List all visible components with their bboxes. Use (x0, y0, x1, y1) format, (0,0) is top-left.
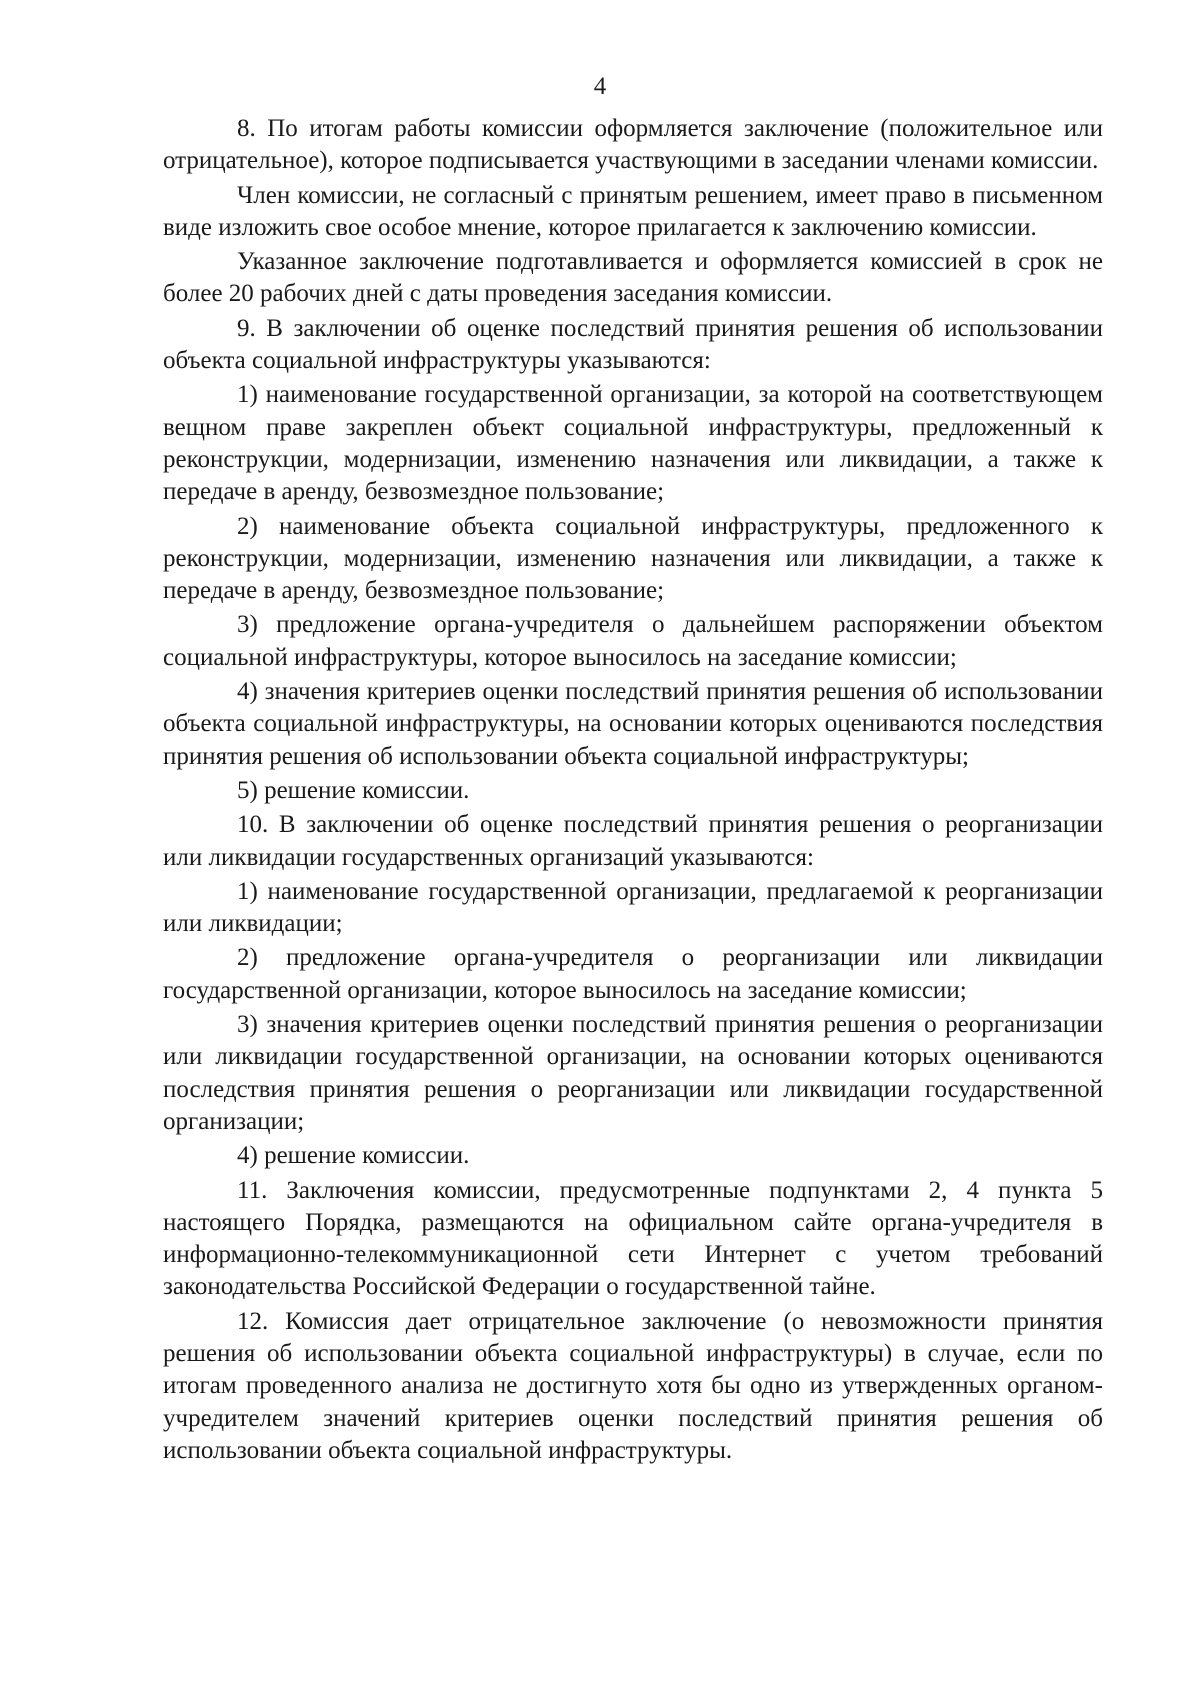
paragraph-10-item-4: 4) решение комиссии. (237, 1142, 470, 1170)
paragraph-8-dissent: Член комиссии, не согласный с принятым решением, имеет право в письменном виде изложить свое особое мнение, которое прилагается к заключению комиссии. (163, 181, 1103, 241)
paragraph-9-item-5: 5) решение комиссии. (237, 776, 470, 804)
paragraph-11: 11. Заключения комиссии, предусмотренные подпунктами 2, 4 пункта 5 настоящего Порядка, размещаются на официальном сайте органа-учредителя в информационно-телекоммуникационной сети Интернет с учетом требований законодательства Российской Федерации о государственной тайне. (163, 1176, 1103, 1301)
paragraph-9-item-1: 1) наименование государственной организации, за которой на соответствующем вещном праве закреплен объект социальной инфраструктуры, предложенный к реконструкции, модернизации, изменению назначения или ликвидации, а также к передаче в аренду, безвозмездное пользование; (163, 381, 1103, 506)
paragraph-9-item-2: 2) наименование объекта социальной инфраструктуры, предложенного к реконструкции, модернизации, изменению назначения или ликвидации, а также к передаче в аренду, безвозмездное пользование; (163, 512, 1103, 605)
paragraph-12: 12. Комиссия дает отрицательное заключение (о невозможности принятия решения об использовании объекта социальной инфраструктуры) в случае, если по итогам проведенного анализа не достигнуто хотя бы одно из утвержденных органом-учредителем значений критериев оценки последствий принятия решения об использовании объекта социальной инфраструктуры. (163, 1307, 1103, 1464)
paragraph-10-item-1: 1) наименование государственной организации, предлагаемой к реорганизации или ликвидации; (163, 877, 1103, 938)
paragraph-10: 10. В заключении об оценке последствий принятия решения о реорганизации или ликвидации государственных организаций указываются: (163, 811, 1103, 871)
paragraph-9: 9. В заключении об оценке последствий принятия решения об использовании объекта социальной инфраструктуры указываются: (163, 314, 1103, 375)
paragraph-10-item-2: 2) предложение органа-учредителя о реорганизации или ликвидации государственной организации, которое выносилось на заседание комиссии; (163, 944, 1103, 1004)
paragraph-9-item-4: 4) значения критериев оценки последствий принятия решения об использовании объекта социальной инфраструктуры, на основании которых оцениваются последствия принятия решения об использовании объекта социальной инфраструктуры; (163, 678, 1103, 770)
document-body (163, 113, 1103, 1469)
paragraph-10-item-3: 3) значения критериев оценки последствий принятия решения о реорганизации или ликвидации государственной организации, на основании которых оцениваются последствия принятия решения о реорганизации или ликвидации государственной организации; (163, 1011, 1103, 1135)
paragraph-8: 8. По итогам работы комиссии оформляется заключение (положительное или отрицательное), которое подписывается участвующими в заседании членами комиссии. (163, 115, 1103, 175)
paragraph-8-deadline: Указанное заключение подготавливается и оформляется комиссией в срок не более 20 рабочих дней с даты проведения заседания комиссии. (163, 248, 1103, 308)
page-number: 4 (593, 73, 607, 100)
paragraph-9-item-3: 3) предложение органа-учредителя о дальнейшем распоряжении объектом социальной инфраструктуры, которое выносилось на заседание комиссии; (163, 611, 1103, 671)
